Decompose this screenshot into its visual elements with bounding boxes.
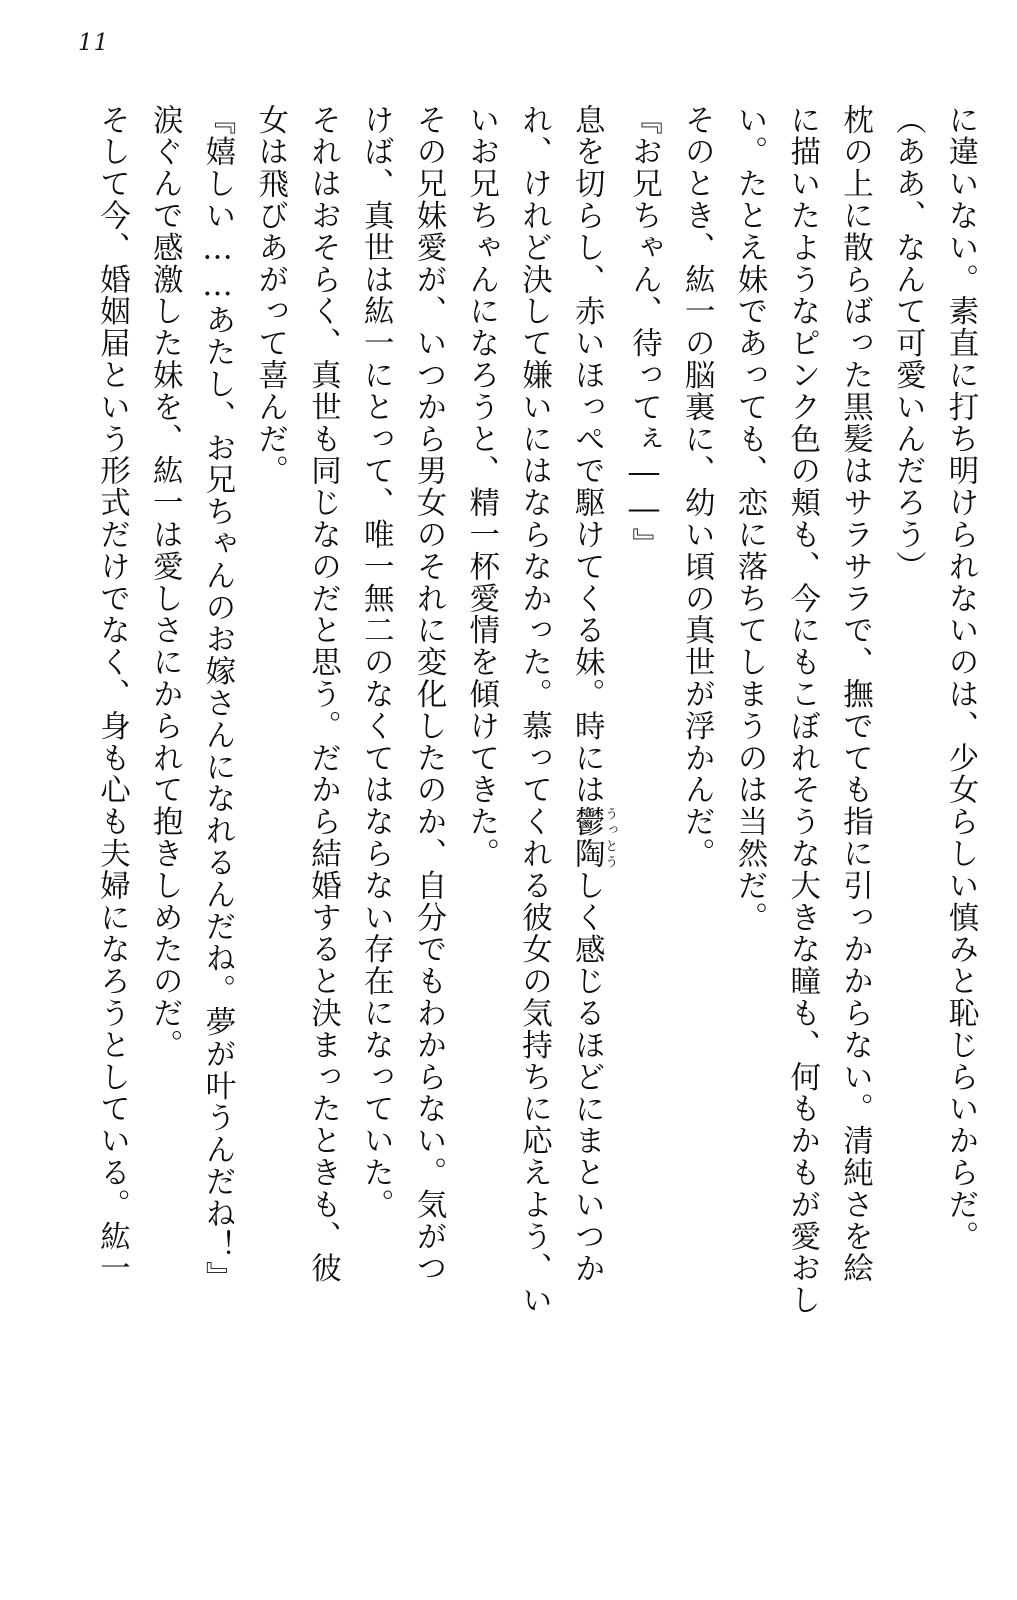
text-line: そして今、婚姻届という形式だけでなく、身も心も夫婦になろうとしている。紘一 [94, 104, 130, 1285]
page-number: 11 [78, 30, 110, 56]
page-body-text [26, 104, 986, 1574]
text-line: に違いない。素直に打ち明けられないのは、少女らしい慎みと恥じらいからだ。 [943, 104, 978, 1253]
text-line: その兄妹愛が、いつから男女のそれに変化したのか、自分でもわからない。気がつ [411, 104, 446, 1285]
text-line: 涙ぐんで感激した妹を、紘一は愛しさにかられて抱きしめたのだ。 [147, 104, 183, 1061]
text-line: い。たとえ妹であっても、恋に落ちてしまうのは当然だ。 [732, 104, 767, 934]
text-line: に描いたようなピンク色の頬も、今にもこぼれそうな大きな瞳も、何もかもが愛おし [784, 104, 820, 1317]
text-line: （ああ、なんて可愛いんだろう） [890, 104, 926, 583]
text-line: 『嬉しい……あたし、お兄ちゃんのお嫁さんになれるんだね。夢が叶うんだね！』 [200, 104, 235, 1294]
text-line: 息を切らし、赤いほっぺで駆けてくる妹。時には鬱陶うっとうしく感じるほどにまといつか [569, 104, 618, 1285]
text-line: れ、けれど決して嫌いにはならなかった。慕ってくれる彼女の気持ちに応えよう、い [516, 104, 552, 1317]
text-line: いお兄ちゃんになろうと、精一杯愛情を傾けてきた。 [463, 104, 499, 870]
text-line: けば、真世は紘一にとって、唯一無二のなくてはならない存在になっていた。 [358, 104, 394, 1221]
text-line: 女は飛びあがって喜んだ。 [252, 104, 288, 487]
ruby-annotation: 鬱陶うっとう [569, 805, 618, 870]
text-line: 枕の上に散らばった黒髪はサラサラで、撫でても指に引っかからない。清純さを絵 [837, 104, 873, 1285]
text-line: それはおそらく、真世も同じなのだと思う。だから結婚すると決まったときも、彼 [305, 104, 341, 1285]
text-line: そのとき、紘一の脳裏に、幼い頃の真世が浮かんだ。 [679, 104, 715, 870]
text-line: 『お兄ちゃん、待ってぇ――』 [626, 104, 662, 560]
